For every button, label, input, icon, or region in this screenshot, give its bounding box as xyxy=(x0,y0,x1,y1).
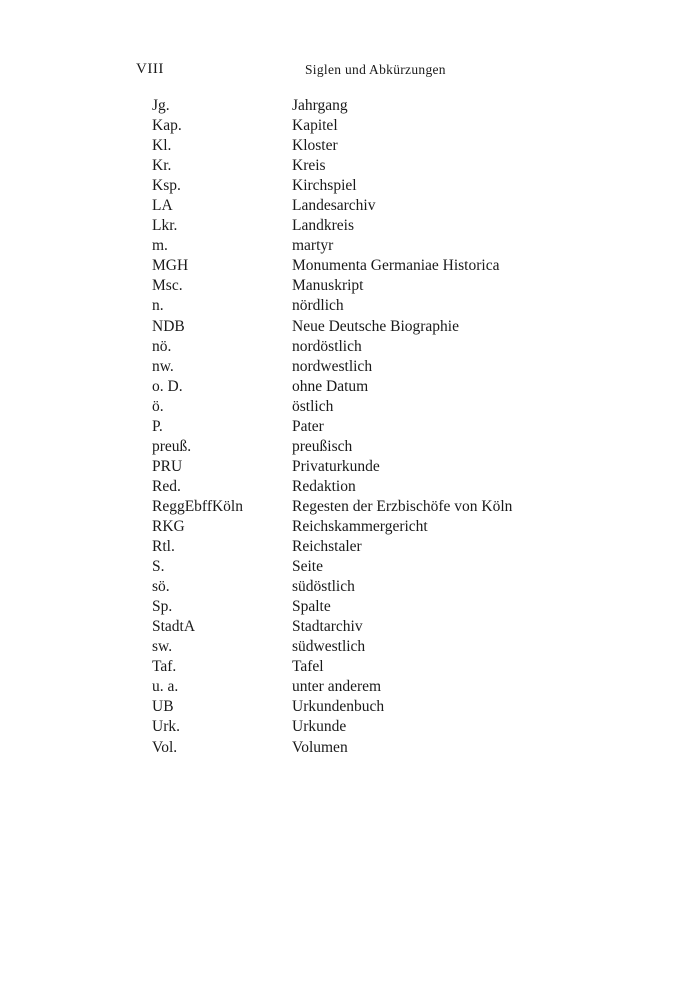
page-number: VIII xyxy=(136,61,164,77)
abbreviation-term: Red. xyxy=(152,477,181,495)
abbreviation-term: m. xyxy=(152,237,168,255)
abbreviation-entry xyxy=(152,497,512,517)
abbreviation-entry xyxy=(152,617,512,637)
abbreviation-expansion: Kirchspiel xyxy=(292,177,357,195)
abbreviation-term: preuß. xyxy=(152,437,192,455)
abbreviation-entry xyxy=(152,537,512,557)
abbreviation-entry xyxy=(152,377,512,397)
abbreviation-term: Kr. xyxy=(152,157,172,175)
abbreviation-term: Jg. xyxy=(152,97,170,114)
abbreviation-entry xyxy=(152,216,512,236)
abbreviation-term: n. xyxy=(152,297,164,315)
abbreviation-entry xyxy=(152,477,512,497)
abbreviation-term: UB xyxy=(152,698,174,716)
abbreviation-entry xyxy=(152,296,512,316)
abbreviation-expansion: Stadtarchiv xyxy=(292,618,363,636)
abbreviation-expansion: Pater xyxy=(292,417,324,435)
abbreviation-term: Rtl. xyxy=(152,538,175,556)
abbreviation-expansion: südwestlich xyxy=(292,638,366,656)
abbreviation-term: Lkr. xyxy=(152,217,178,235)
abbreviation-term: nw. xyxy=(152,357,174,375)
abbreviation-term: Kap. xyxy=(152,117,182,135)
abbreviation-expansion: östlich xyxy=(292,397,334,415)
abbreviation-entry xyxy=(152,276,512,296)
abbreviation-term: Vol. xyxy=(152,738,178,756)
abbreviation-expansion: Kapitel xyxy=(292,117,338,135)
abbreviation-entry xyxy=(152,657,512,677)
abbreviation-expansion: martyr xyxy=(292,237,334,255)
abbreviation-entry xyxy=(152,597,512,617)
abbreviation-entry xyxy=(152,417,512,437)
abbreviation-entry xyxy=(152,337,512,357)
abbreviation-entry xyxy=(152,557,512,577)
abbreviation-expansion: südöstlich xyxy=(292,578,355,596)
abbreviation-entry xyxy=(152,397,512,417)
abbreviation-expansion: Urkunde xyxy=(292,718,347,736)
abbreviation-expansion: Urkundenbuch xyxy=(292,698,385,716)
abbreviation-expansion: Neue Deutsche Biographie xyxy=(292,317,459,335)
abbreviation-entry xyxy=(152,697,512,717)
abbreviation-entry xyxy=(152,116,512,136)
abbreviation-term: ö. xyxy=(152,397,164,415)
abbreviation-term: S. xyxy=(152,558,165,576)
abbreviation-term: Msc. xyxy=(152,277,183,295)
abbreviation-entry xyxy=(152,176,512,196)
abbreviation-expansion: Landkreis xyxy=(292,217,354,235)
abbreviation-term: Kl. xyxy=(152,137,172,155)
abbreviation-expansion: Volumen xyxy=(292,738,348,756)
abbreviation-entry xyxy=(152,256,512,276)
abbreviation-expansion: Reichskammergericht xyxy=(292,517,428,535)
abbreviation-term: NDB xyxy=(152,317,185,335)
running-header xyxy=(136,61,536,81)
abbreviation-term: o. D. xyxy=(152,377,183,395)
abbreviation-entry xyxy=(152,437,512,457)
abbreviation-term: nö. xyxy=(152,337,172,355)
abbreviation-term: Sp. xyxy=(152,598,173,616)
abbreviation-term: sö. xyxy=(152,578,170,596)
abbreviation-term: Ksp. xyxy=(152,177,181,195)
abbreviation-expansion: ohne Datum xyxy=(292,377,369,395)
abbreviation-expansion: Monumenta Germaniae Historica xyxy=(292,257,500,275)
abbreviation-entry xyxy=(152,317,512,337)
abbreviation-term: PRU xyxy=(152,457,183,475)
abbreviation-expansion: Reichstaler xyxy=(292,538,362,556)
abbreviation-entry xyxy=(152,637,512,657)
abbreviation-term: Taf. xyxy=(152,658,177,676)
abbreviation-entry xyxy=(152,717,512,737)
abbreviation-expansion: nordwestlich xyxy=(292,357,373,375)
abbreviation-entry xyxy=(152,196,512,216)
abbreviation-entry xyxy=(152,136,512,156)
abbreviation-expansion: Regesten der Erzbischöfe von Köln xyxy=(292,497,513,515)
abbreviation-expansion: Kreis xyxy=(292,157,326,175)
abbreviation-term: LA xyxy=(152,197,173,215)
abbreviation-expansion: Spalte xyxy=(292,598,331,616)
abbreviation-expansion: Seite xyxy=(292,558,323,576)
abbreviation-term: MGH xyxy=(152,257,189,275)
abbreviation-list xyxy=(152,96,512,758)
abbreviation-term: Urk. xyxy=(152,718,180,736)
abbreviation-entry xyxy=(152,677,512,697)
abbreviation-expansion: Landesarchiv xyxy=(292,197,376,215)
abbreviation-term: RKG xyxy=(152,517,185,535)
abbreviation-expansion: Jahrgang xyxy=(292,97,348,114)
abbreviation-entry xyxy=(152,156,512,176)
abbreviation-expansion: Kloster xyxy=(292,137,338,155)
abbreviation-entry xyxy=(152,357,512,377)
running-title: Siglen und Abkürzungen xyxy=(305,62,446,77)
abbreviation-entry xyxy=(152,577,512,597)
abbreviation-term: StadtA xyxy=(152,618,196,636)
abbreviation-expansion: nordöstlich xyxy=(292,337,362,355)
abbreviation-entry xyxy=(152,96,512,116)
abbreviation-entry xyxy=(152,517,512,537)
abbreviation-expansion: Manuskript xyxy=(292,277,364,295)
abbreviation-entry xyxy=(152,236,512,256)
abbreviation-expansion: Tafel xyxy=(292,658,324,676)
abbreviation-expansion: unter anderem xyxy=(292,678,382,696)
abbreviation-term: P. xyxy=(152,417,163,435)
abbreviation-entry xyxy=(152,457,512,477)
abbreviation-term: sw. xyxy=(152,638,173,656)
abbreviation-term: ReggEbffKöln xyxy=(152,497,243,515)
abbreviation-expansion: Redaktion xyxy=(292,477,356,495)
abbreviation-term: u. a. xyxy=(152,678,179,696)
abbreviation-entry xyxy=(152,738,512,758)
abbreviation-expansion: Privaturkunde xyxy=(292,457,380,475)
abbreviation-expansion: preußisch xyxy=(292,437,353,455)
abbreviation-expansion: nördlich xyxy=(292,297,344,315)
